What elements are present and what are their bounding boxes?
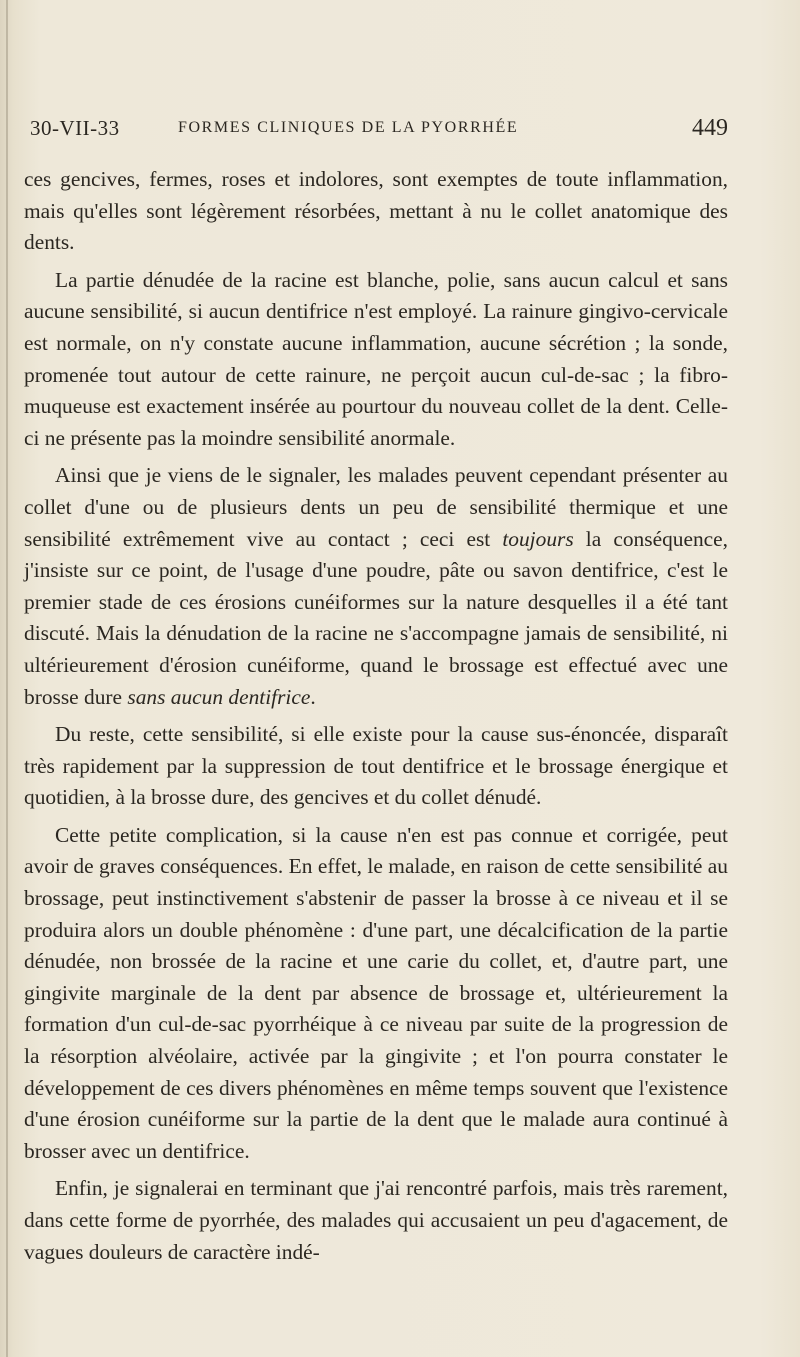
emphasis-toujours: toujours: [502, 526, 574, 551]
paragraph-continuation: ces gencives, fermes, roses et indolores, sont exemptes de toute inflammation, mais qu'elles sont légèrement résorbées, mettant à nu le collet anatomique des dents.: [24, 167, 728, 255]
header-reference: 30-VII-33: [30, 116, 120, 140]
paragraph-du-reste: Du reste, cette sensibilité, si elle existe pour la cause sus-énoncée, disparaît très rapidement par la suppression de tout dentifrice et le brossage énergique et quotidien, à la brosse dure, des gencives et du collet dénudé.: [24, 722, 728, 810]
paragraph-sensitivity: [24, 460, 728, 713]
paragraph-text: la conséquence, j'insiste sur ce point, de l'usage d'une poudre, pâte ou savon dentifrice, c'est le premier stade de ces érosions cunéiformes sur la nature desquelles il a été tant discuté. Mais la dénudation de la racine ne s'accompagne jamais de sensibilité, ni ultérieurement d'érosion cunéiforme, quand le brossage est effectué avec une brosse dure: [24, 526, 728, 709]
emphasis-sans-dentifrice: sans aucun dentifrice: [127, 684, 311, 709]
paragraph-text: Ainsi que je viens de le signaler, les malades peuvent cependant présenter au collet d'une ou de plusieurs dents un peu de sensibilité thermique et une sensibilité extrêmement vive au contact ; ceci est: [24, 463, 728, 551]
paragraph-enfin: Enfin, je signalerai en terminant que j'ai rencontré parfois, mais très rarement, dans cette forme de pyorrhée, des malades qui accusaient un peu d'agacement, de vagues douleurs de caractère indé-: [24, 1176, 728, 1264]
binding-edge: [6, 0, 8, 1357]
paragraph-denuded-root: La partie dénudée de la racine est blanche, polie, sans aucun calcul et sans aucune sensibilité, si aucun dentifrice n'est employé. La rainure gingivo-cervicale est normale, on n'y constate aucune inflammation, aucune sécrétion ; la sonde, promenée tout autour de cette rainure, ne perçoit aucun cul-de-sac ; la fibro-muqueuse est exactement insérée au pourtour du nouveau collet de la dent. Celle-ci ne présente pas la moindre sensibilité anormale.: [24, 267, 728, 450]
page-number: 449: [692, 115, 728, 141]
paragraph-text: .: [310, 684, 316, 709]
body-text: [24, 164, 728, 1268]
running-header: [30, 116, 728, 146]
paragraph-complication: Cette petite complication, si la cause n'en est pas connue et corrigée, peut avoir de graves conséquences. En effet, le malade, en raison de cette sensibilité au brossage, peut instinctivement s'abstenir de passer la brosse à ce niveau et il se produira alors un double phénomène : d'une part, une décalcification de la partie dénudée, non brossée de la racine et une carie du collet, et, d'autre part, une gingivite marginale de la dent par absence de brossage et, ultérieurement la formation d'un cul-de-sac pyorrhéique à ce niveau par suite de la progression de la résorption alvéolaire, activée par la gingivite ; et l'on pourra constater le développement de ces divers phénomènes en même temps souvent que l'existence d'une érosion cunéiforme sur la partie de la dent que le malade aura continué à brosser avec un dentifrice.: [24, 822, 728, 1163]
header-title: FORMES CLINIQUES DE LA PYORRHÉE: [178, 119, 519, 136]
